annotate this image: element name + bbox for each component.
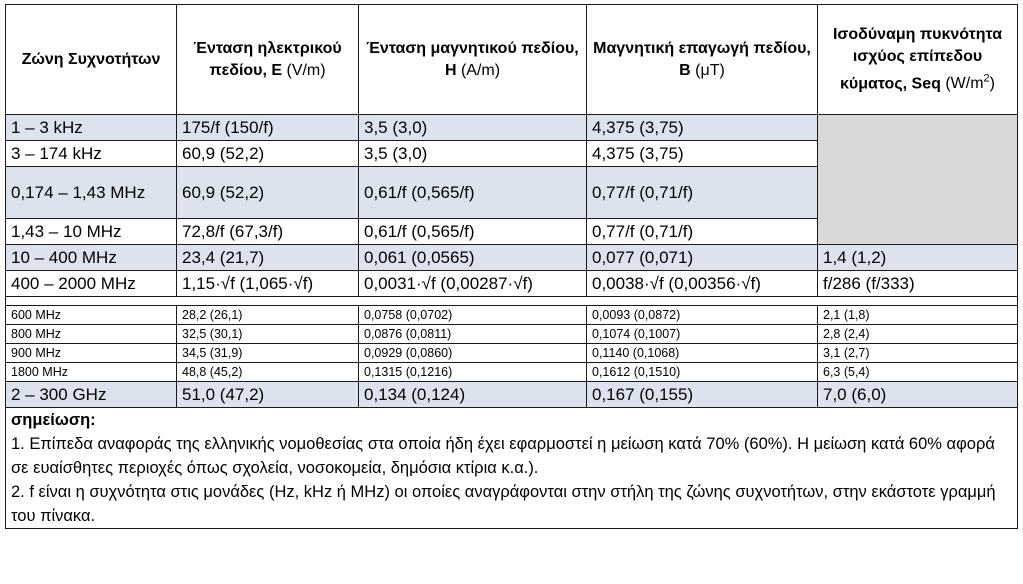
e-cell: 60,9 (52,2) [177,141,359,167]
header-power-density-unit-close: ) [989,75,995,93]
h-cell: 0,0876 (0,0811) [359,325,587,344]
header-frequency-band [6,5,177,115]
h-cell: 0,61/f (0,565/f) [359,167,587,219]
e-cell: 23,4 (21,7) [177,245,359,271]
header-magnetic-induction [587,5,818,115]
header-electric-field-text: Ένταση ηλεκτρικού πεδίου, Ε [193,39,342,79]
b-cell: 0,77/f (0,71/f) [587,219,818,245]
table-row [6,115,1018,141]
band-cell: 900 MHz [6,344,177,363]
band-cell: 800 MHz [6,325,177,344]
s-cell: 6,3 (5,4) [818,363,1018,382]
e-cell: 51,0 (47,2) [177,382,359,408]
b-cell: 0,1612 (0,1510) [587,363,818,382]
b-cell: 4,375 (3,75) [587,115,818,141]
header-power-density-unit [945,72,995,93]
h-cell: 0,134 (0,124) [359,382,587,408]
b-cell: 0,167 (0,155) [587,382,818,408]
b-cell: 0,1140 (0,1068) [587,344,818,363]
table-row [6,325,1018,344]
notes-cell [6,408,1018,529]
h-cell: 3,5 (3,0) [359,115,587,141]
table-row [6,245,1018,271]
header-row [6,5,1018,115]
h-cell: 0,0758 (0,0702) [359,306,587,325]
h-cell: 0,0929 (0,0860) [359,344,587,363]
e-cell: 60,9 (52,2) [177,167,359,219]
e-cell: 28,2 (26,1) [177,306,359,325]
header-electric-field [177,5,359,115]
notes-row [6,408,1018,529]
header-power-density [818,5,1018,115]
table-row [6,306,1018,325]
e-cell: 1,15·√f (1,065·√f) [177,271,359,297]
band-cell: 2 – 300 GHz [6,382,177,408]
header-frequency-band-text: Ζώνη Συχνοτήτων [21,50,161,68]
band-cell: 600 MHz [6,306,177,325]
band-cell: 10 – 400 MHz [6,245,177,271]
b-cell: 4,375 (3,75) [587,141,818,167]
band-cell: 0,174 – 1,43 MHz [6,167,177,219]
limits-table-container [5,4,1017,529]
s-cell: f/286 (f/333) [818,271,1018,297]
header-power-density-unit-sup: 2 [983,72,990,85]
notes-title: σημείωση: [11,411,96,429]
s-cell: 1,4 (1,2) [818,245,1018,271]
band-cell: 1800 MHz [6,363,177,382]
table-row [6,382,1018,408]
e-cell: 175/f (150/f) [177,115,359,141]
h-cell: 0,061 (0,0565) [359,245,587,271]
band-cell: 400 – 2000 MHz [6,271,177,297]
h-cell: 0,1315 (0,1216) [359,363,587,382]
limits-table [5,4,1018,529]
header-magnetic-induction-text: Μαγνητική επαγωγή πεδίου, Β [593,39,811,79]
header-power-density-unit-base: (W/m [945,75,984,93]
header-magnetic-field-unit: (A/m) [460,61,501,79]
note-1: 1. Επίπεδα αναφοράς της ελληνικής νομοθεσίας στα οποία ήδη έχει εφαρμοστεί η μείωση κατά 70% (60%). Η μείωση κατά 60% αφορά σε ευαίσθητες περιοχές όπως σχολεία, νοσοκομεία, δημόσια κτίρια κ.α.). [11,435,995,477]
b-cell: 0,0093 (0,0872) [587,306,818,325]
e-cell: 72,8/f (67,3/f) [177,219,359,245]
b-cell: 0,77/f (0,71/f) [587,167,818,219]
b-cell: 0,1074 (0,1007) [587,325,818,344]
b-cell: 0,0038·√f (0,00356·√f) [587,271,818,297]
s-cell: 3,1 (2,7) [818,344,1018,363]
e-cell: 32,5 (30,1) [177,325,359,344]
table-row [6,344,1018,363]
table-row [6,271,1018,297]
s-cell: 2,8 (2,4) [818,325,1018,344]
band-cell: 3 – 174 kHz [6,141,177,167]
header-electric-field-unit: (V/m) [286,61,326,79]
header-power-density-text: Ισοδύναμη πυκνότητα ισχύος επίπεδου κύματος, Seq [832,25,1003,93]
h-cell: 0,0031·√f (0,00287·√f) [359,271,587,297]
e-cell: 34,5 (31,9) [177,344,359,363]
band-cell: 1 – 3 kHz [6,115,177,141]
s-cell: 2,1 (1,8) [818,306,1018,325]
header-magnetic-field [359,5,587,115]
band-cell: 1,43 – 10 MHz [6,219,177,245]
h-cell: 3,5 (3,0) [359,141,587,167]
s-cell-empty [818,115,1018,245]
s-cell: 7,0 (6,0) [818,382,1018,408]
spacer-cell [6,297,1018,306]
b-cell: 0,077 (0,071) [587,245,818,271]
h-cell: 0,61/f (0,565/f) [359,219,587,245]
spacer-row [6,297,1018,306]
table-row [6,363,1018,382]
header-magnetic-induction-unit: (μT) [695,61,725,79]
e-cell: 48,8 (45,2) [177,363,359,382]
note-2: 2. f είναι η συχνότητα στις μονάδες (Hz, kHz ή MHz) οι οποίες αναγράφονται στην στήλη της ζώνης συχνοτήτων, στην εκάστοτε γραμμή του πίνακα. [11,483,996,525]
header-magnetic-field-text: Ένταση μαγνητικού πεδίου, Η [366,39,579,79]
